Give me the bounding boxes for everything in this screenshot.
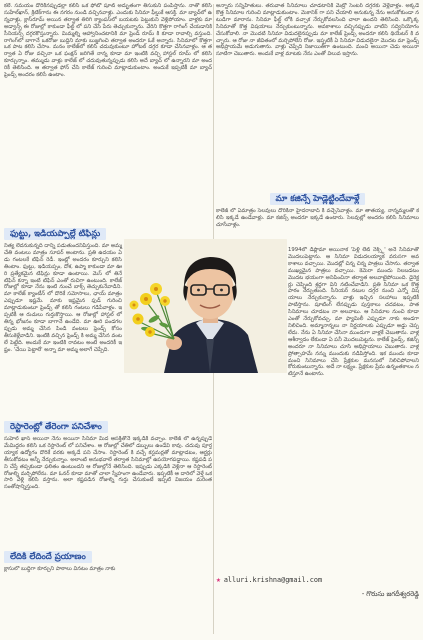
left-heading-3-text: లేదికి లేదిందే ప్రయాణం [4, 551, 92, 563]
right-paragraph-3: 1994లో డిప్లొమా అయినాక 'పెళ్లి లేట్ నెక్స్ట్' అనే సినిమాతో మొదలుపెట్టాను. ఆ సినిమా విడుదలయ్యాక వరుసగా అవకాశాలు వచ్చాయి. మొదట్లో చిన్న చిన్న పాత్రలు చేసాను. తర్వాత ముఖ్యమైన పాత్రలు వచ్చాయి. కెమెరా ముందు నిలబడటం మొదట భయంగా అనిపించినా తర్వాత అలవాటైపోయింది. డైరెక్టర్లు చెప్పింది శ్రద్ధగా విని నటించేవాడిని. ప్రతి సినిమా ఒక కొత్త పాఠం నేర్పుతుంది. సీనియర్ నటుల దగ్గర నుంచి ఎన్నో విషయాలు నేర్చుకున్నాను. వాళ్లు ఇచ్చిన సలహాలు ఇప్పటికీ పాటిస్తాను. షూటింగ్ లేనప్పుడు పుస్తకాలు చదవటం, పాత సినిమాలు చూడటం నా అలవాటు. ఆ సినిమాల నుంచి కూడా ఎంతో నేర్చుకోవచ్చు. మా ఫ్యామిలీ ఎప్పుడూ నాకు అండగా నిలిచింది. అమ్మానాన్నలు నా నిర్ణయాలకు ఎప్పుడూ అడ్డు చెప్పలేదు. నేను ఏ సినిమా చేసినా ముందుగా వాళ్లకే చెబుతాను. వాళ్ల ఆశీర్వాదం లేకుండా ఏ పనీ మొదలుపెట్టను. కాలేజ్ ఫ్రెండ్స్, కజిన్స్ అందరూ నా సినిమాలు చూసి అభిప్రాయాలు చెబుతారు. వాళ్ల ప్రోత్సాహమే నన్ను ముందుకు నడిపిస్తోంది. ఇక ముందు కూడా మంచి సినిమాలు చేసి ప్రేక్షకుల మనసులో నిలిచిపోవాలని కోరుకుంటున్నాను. అదే నా లక్ష్యం. ప్రేక్షకుల ప్రేమ ఉన్నంతకాలం నటిస్తూనే ఉంటాను. [288, 247, 419, 378]
left-heading-1-text: ఫుట్టు, ఇడియప్పాల్లే టిఫిన్లు [4, 228, 106, 240]
left-paragraph-3: సుహెల్ ఖాన్ అయినా నేను అయినా సినిమా మీద ఆసక్తితోనే ఇక్కడికి వచ్చాం. కాలేజ్ లో ఉన్నప్పుడే మేమిద్దరం కలిసి ఒక రెస్టారెంట్ లో పనిచేశాం. ఆ రోజుల్లో చేతిలో డబ్బులు ఉండేవి కావు. చదువు పూర్తయ్యాక ఉద్యోగం దొరికే వరకు అక్కడే పని చేసాం. రెస్టారెంట్ కి వచ్చే కస్టమర్లతో మాట్లాడటం, ఆర్డర్లు తీసుకోవటం అన్నీ నేర్చుకున్నాం. అలాంటి అనుభవాలే తర్వాత సినిమాల్లో ఉపయోగపడ్డాయి. కష్టపడి పని చేస్తే తప్పకుండా ఫలితం ఉంటుందని ఆ రోజుల్లోనే తెలిసింది. ఇప్పుడు ఎక్కడికి వెళ్లినా ఆ రెస్టారెంట్ రోజుల్ని మర్చిపోలేను. మా ఓనర్ కూడా మాతో చాలా స్నేహంగా ఉండేవారు. ఇప్పటికీ ఆ దారిలో వెళ్తే ఒకసారి వెళ్లి కలిసి వస్తాను. అలా కష్టపడిన రోజుల్ని గుర్తు చేసుకుంటే ఇప్పటి విజయం మరింత సంతోషాన్నిస్తుంది. [4, 436, 212, 491]
email-line [216, 576, 419, 584]
author-byline: - గొరుసు జగదీశ్వరరెడ్డి [361, 590, 419, 598]
portrait-photo [124, 239, 287, 373]
right-paragraph-2: కాలేజ్ లో ఏమాత్రం సెలవులు దొరికినా హైదరాబాద్ కి వచ్చేసేవాళ్లం. మా తాతయ్య, నాన్నమ్మలతో కలిసి ఇక్కడే ఉండేవాళ్లు. మా కజిన్స్ అందరూ ఇక్కడే ఉంటారు. సెలవుల్లో అందరం కలిసి సినిమాలు చూసేవాళ్లం. [216, 208, 419, 228]
left-heading-3 [4, 551, 212, 563]
right-heading-1-text: మా కజిన్సే హెడ్లెట్టిందేవాళ్లే [270, 193, 366, 205]
left-paragraph-2: నిత్య లేదనుకున్నది దాన్ని పడుతుందనిపిస్తుంది. మా అమ్మ చేతి వంటలు మాత్రం సూపర్ అంటాను. ప్రతి ఉదయం ఏడు గంటలకే టిఫిన్ రెడీ. ఇంట్లో అందరం కూర్చుని కలిసి తింటాం. ఫుట్టు, ఇడియప్పం, దోశ, ఉప్మా కాకుండా మా ఊరి ప్రత్యేకమైన టిఫిన్లు కూడా ఉంటాయి. మెస్ లో తినే టిఫిన్ కన్నా ఇంటి టిఫిన్ ఎంతో రుచిగా ఉంటుంది. కాలేజ్ రోజుల్లో కూడా నేను ఇంటి నుంచే బాక్స్ తెచ్చుకునేవాడిని. మా కాలేజ్ క్యాంటీన్ లో దొరికే సమోసాలు, ఛాయ్ మాత్రం ఎప్పుడూ ఇష్టమే. మాకు ఇష్టమైన ఫుడ్ గురించి మాట్లాడుకుంటూ ఫ్రెండ్స్ తో కలిసి గంటలు గడిపేవాళ్లం. ఇప్పటికీ ఆ రుచులు గుర్తుకొస్తాయి. ఆ రోజుల్లో హాస్టల్ లో తిన్న భోజనం కూడా బాగానే ఉండేది. మా ఊరి పండగలప్పుడు అమ్మ చేసిన పిండి వంటలు ఫ్రెండ్స్ కోసం తీసుకెళ్లేవాడిని. ఇంటికి వచ్చిన ఫ్రెండ్స్ కి అమ్మ చేసిన వంటలే పెట్టేది. అందుకే మా ఇంటికి రావటం అంటే అందరికీ ఇష్టం. 'చేయి పెట్టాలే' అన్నా మా అమ్మ అలాగే చెప్పేది. [4, 243, 122, 353]
left-paragraph-1: కలే. సమయం దొరికినప్పుడల్లా కలిసి ఒక ఫోటో షూట్ అద్భుతంగా తీసుకుని పంపిస్తాను. నాతో కలిసి సుహేల్‌ఖాన్, క్రిటిక్‌గాను ఈ నగరం నుండి వచ్చినవాళ్లు. ఎందుకు సినిమా ఫీల్డుకే ఆసక్తి. మా బ్యాచ్‌లో ఉన్నవాళ్లు, క్లాస్‌రూమ్ అయిన తర్వాత తిరిగి క్యాంపస్‌లో బయటకు పెట్టుకుని వెళ్లిపోయాం. వాళ్లకు మా అడ్వాన్స్ ఈ రోజుల్లో కాకుండా ఫీల్డ్ లో పని చేసే పేరు తెచ్చుకున్నాను. వేరిని కొత్తగా రాగింగ్ చేయడానికి సీనియర్స్ దగ్గరకొస్తున్నారు. మిమ్మల్ని ఆహ్వానించటానికి మా ఫ్రెండ్ రూమ్ కి కూడా రావాల్సి వస్తుంది. రాగింగ్‌లో బాగానే ఒకరోజు బుద్దిని మాకు బుజ్జగించి తర్వాత అందరూ ఓకే అన్నారు. సినిమాలో కొత్తగా ఒక పాట కలిసి చేసాం. మనం కాలేజ్‌లో కలిసి చదువుకుంటూ హోటల్ దగ్గర కూడా చేసినవాళ్లం. ఆ తర్వాత ఏ రోజు వచ్చినా ఒక ఫంక్షన్ జరిగితే నాన్న కూడా మా ఇంటికి వచ్చి హాస్టల్ రూమ్ లో కలిసి కూర్చున్నాం. తమ్ముడు వాళ్లు కాలేజ్ లో చదువుతున్నప్పుడు కలిసి అదే బ్యాచ్ లో ఉన్నారని మా అందరికీ తెలిసింది. ఆ తర్వాత ఫోన్ చేసి కాలేజ్ గురించి మాట్లాడుకుంటాం. అందుకే ఇప్పటికీ మా బ్యాచ్ ఫ్రెండ్స్ అందరం కలిసే ఉంటాం. [4, 3, 212, 79]
right-heading-1 [216, 193, 419, 205]
author-email[interactable]: alluri.krishna@gmail.com [223, 576, 323, 584]
left-heading-2 [4, 421, 212, 433]
portrait-illustration [124, 239, 287, 373]
star-icon: ★ [216, 575, 221, 584]
right-paragraph-1: అన్నారు సన్నిహితులు. తరువాత సినిమాలు చూడటానికి మెట్రో సెంటర్ దగ్గరకు వెళ్లేవాళ్లం. అక్కడే కొత్త సినిమాల గురించి మాట్లాడుకుంటాం. మెకానిక్ గా పని చేయాలి అనుకున్న నేను అనుకోకుండా నటుడిగా మారాను. సినిమా ఫీల్డ్ లోకి వచ్చాక నేర్చుకోవలసింది చాలా ఉందని తెలిసింది. ఒక్కొక్క సినిమాతో కొత్త విషయాలు నేర్చుకుంటున్నాను. అవకాశాలు వచ్చినప్పుడు వాటిని సద్వినియోగం చేసుకోవాలి. నా మొదటి సినిమా విడుదలైనప్పుడు మా కాలేజ్ ఫ్రెండ్స్ అందరూ కలిసి థియేటర్ కి వచ్చారు. ఆ రోజు నా జీవితంలో మర్చిపోలేని రోజు. ఇప్పటికీ ఏ సినిమా విడుదలైనా మొదట మా ఫ్రెండ్స్ అభిప్రాయమే అడుగుతాను. వాళ్లు చెప్పేది నిజాయితీగా ఉంటుంది. మంచి అయినా చెడు అయినా సూటిగా చెబుతారు. అందుకే వాళ్ల మాటకు నేను ఎంతో విలువ ఇస్తాను. [216, 3, 419, 58]
left-heading-2-text: రెస్టారెంట్లో తేరెంగా పనిచేశాం [4, 421, 108, 433]
left-paragraph-4: క్లాసులో బుద్ధిగా కూర్చుని పాఠాలు వినటం మాత్రం నాకు [4, 566, 116, 572]
